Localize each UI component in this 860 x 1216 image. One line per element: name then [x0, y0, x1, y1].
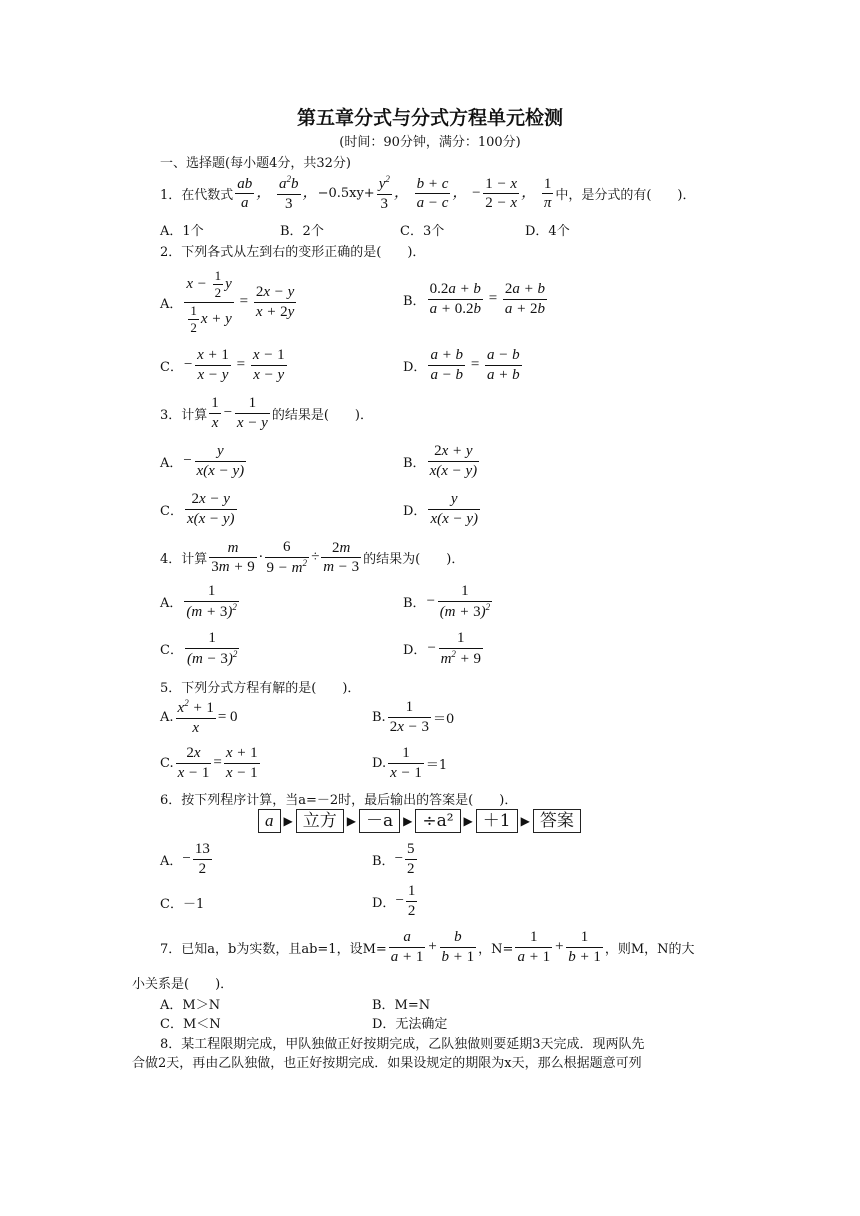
q5-option-b: B. $\frac{1}{2x - 3}$ ＝0 — [372, 699, 455, 735]
q2-option-d: D． $\frac{a + b}{a - b}$ = $\frac{a - b}{a + b}$ — [403, 347, 520, 383]
q2-option-b: B． $\frac{0.2a + b}{a + 0.2b}$ = $\frac{2a + b}{a + 2b}$ — [403, 281, 546, 317]
flow-box-input: a — [258, 809, 281, 833]
arrow-icon: ▶ — [463, 814, 473, 828]
question-5: 5．下列分式方程有解的是( )． — [160, 681, 361, 696]
q3-option-c: C． $\frac{2x - y}{x(x - y)}$ — [160, 491, 235, 527]
section-heading: 一、选择题(每小题4分，共32分) — [160, 156, 351, 171]
q7-option-b: B．M=N — [372, 998, 431, 1013]
q2-option-c: C． − $\frac{x + 1}{x - y}$ = $\frac{x - 1}{x - y}$ — [160, 347, 285, 383]
q6-option-a: A． − $\frac{13}{2}$ — [160, 841, 210, 877]
q5-option-c: C. $\frac{2x}{x - 1}$ = $\frac{x + 1}{x - 1}$ — [160, 745, 258, 781]
q8-line1: 8．某工程限期完成，甲队独做正好按期完成，乙队独做则要延期3天完成．现两队先 — [160, 1037, 645, 1052]
q7-option-a: A．M＞N — [160, 998, 221, 1013]
page-subtitle: (时间：90分钟，满分：100分) — [339, 135, 521, 150]
q5-option-a: A. $\frac{x^2 + 1}{x}$ = 0 — [160, 698, 238, 736]
q3-option-d: D． $\frac{y}{x(x - y)}$ — [403, 491, 479, 527]
flow-box-plus-one: ＋1 — [476, 809, 518, 833]
question-4: 4．计算 $\frac{m}{3m + 9}$ · $\frac{6}{9 - m^2}$ ÷ $\frac{2m}{m - 3}$ 的结果为( )． — [160, 539, 465, 576]
flow-box-answer: 答案 — [533, 809, 581, 833]
q4-option-a: A． $\frac{1}{(m + 3)^2}$ — [160, 583, 237, 620]
q8-line2: 合做2天，再由乙队独做，也正好按期完成．如果设规定的期限为x天，那么根据题意可列 — [132, 1056, 642, 1071]
page-title: 第五章分式与分式方程单元检测 — [296, 107, 563, 129]
question-7: 7．已知a，b为实数，且ab=1，设M= $\frac{a}{a + 1}$ + $\frac{b}{b + 1}$ ，N= $\frac{1}{a + 1}$ + $\frac{1}{b + 1}$ ，则M，N的大 — [160, 929, 695, 965]
q6-option-b: B． − $\frac{5}{2}$ — [372, 841, 415, 877]
q1-option-a: A．1个 — [160, 224, 204, 239]
question-2: 2．下列各式从左到右的变形正确的是( )． — [160, 245, 426, 260]
q7-option-c: C．M＜N — [160, 1017, 221, 1032]
program-flowchart — [258, 809, 581, 833]
q5-option-d: D. $\frac{1}{x - 1}$ ＝1 — [372, 745, 448, 781]
q4-option-d: D． − $\frac{1}{m^2 + 9}$ — [403, 630, 482, 667]
q2-option-a: A． x − $\frac{1}{2}$ y $\frac{1}{2}$ x + y = $\frac{2x - y}{x + 2y}$ — [160, 268, 295, 335]
q6-option-c: C． －1 — [160, 897, 205, 912]
q1-option-d: D．4个 — [525, 224, 570, 239]
q3-option-b: B． $\frac{2x + y}{x(x - y)}$ — [403, 443, 478, 479]
flow-box-cube: 立方 — [296, 809, 344, 833]
q4-option-c: C． $\frac{1}{(m - 3)^2}$ — [160, 630, 238, 667]
arrow-icon: ▶ — [346, 814, 356, 828]
q3-option-a: A． − $\frac{y}{x(x - y)}$ — [160, 443, 245, 479]
q7-option-d: D．无法确定 — [372, 1017, 448, 1032]
q4-option-b: B． − $\frac{1}{(m + 3)^2}$ — [403, 583, 491, 620]
arrow-icon: ▶ — [403, 814, 413, 828]
q7-line2: 小关系是( )． — [132, 977, 234, 992]
q6-option-d: D． − $\frac{1}{2}$ — [372, 883, 416, 919]
flow-box-minus-a: －a — [359, 809, 400, 833]
question-6: 6．按下列程序计算，当a=－2时，最后输出的答案是( )． — [160, 793, 518, 808]
question-1: 1．在代数式 $\frac{ab}{a}$ ， $\frac{a^2b}{3}$ ， −0.5xy+ $\frac{y^2}{3}$ ， $\frac{b + c}{a - c}$ ， − $\frac{1 - x}{2 - x}$ ， $\frac{1}{\pi}$ 中，是分式的有( )． — [160, 174, 696, 212]
q1-option-b: B．2个 — [280, 224, 324, 239]
question-3: 3．计算 $\frac{1}{x}$ − $\frac{1}{x - y}$ 的结果是( )． — [160, 395, 373, 431]
flow-box-divide: ÷a² — [415, 809, 460, 833]
arrow-icon: ▶ — [520, 814, 530, 828]
arrow-icon: ▶ — [283, 814, 293, 828]
q1-option-c: C．3个 — [400, 224, 445, 239]
